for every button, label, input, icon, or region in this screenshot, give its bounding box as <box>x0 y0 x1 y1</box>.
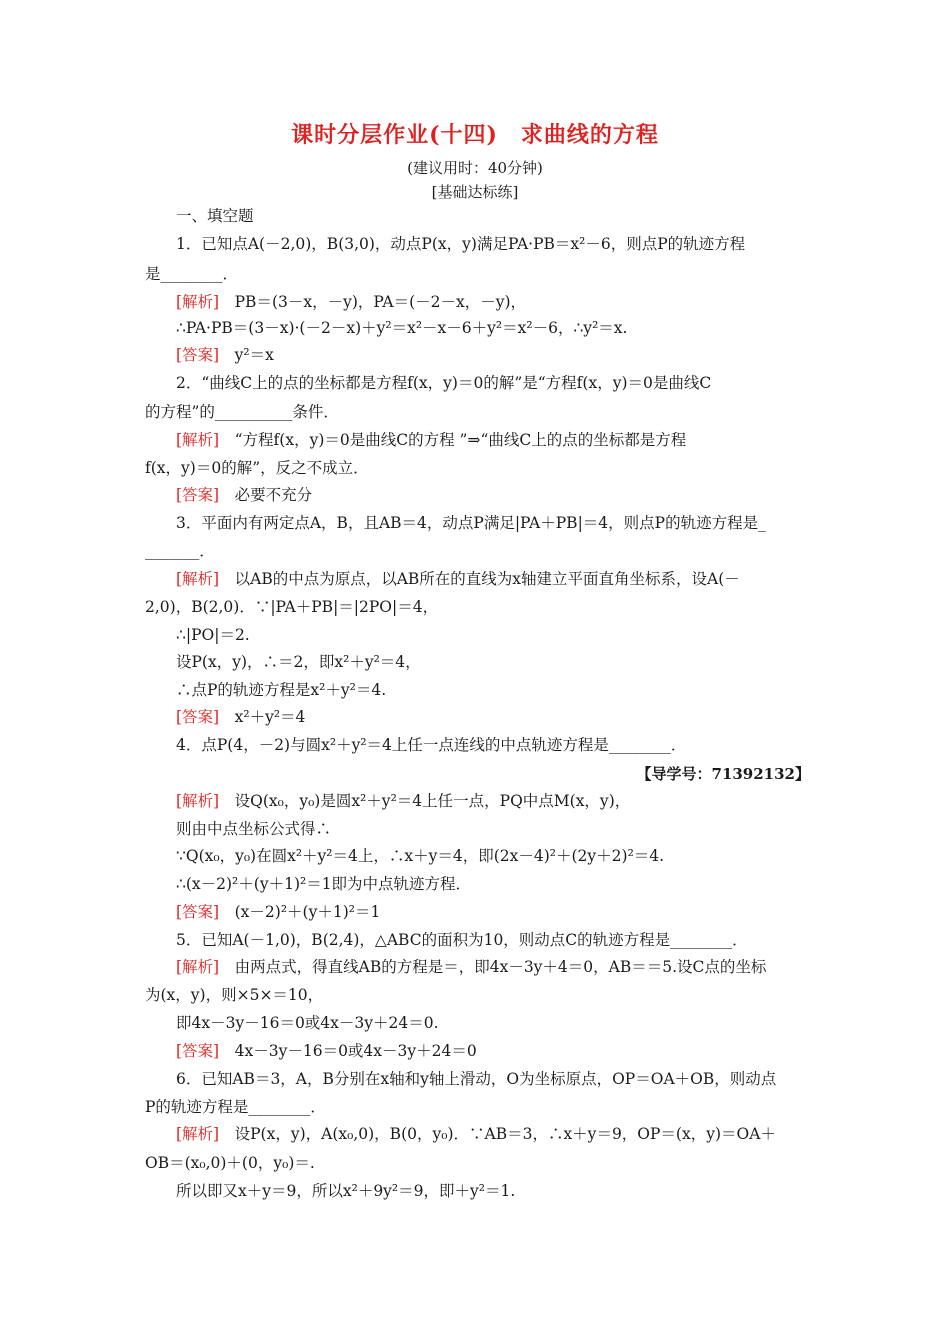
q6-analysis-line3: 所以即又x＋y＝9，所以x²＋9y²＝9，即＋y²＝1. <box>176 1182 516 1200</box>
q1-stem-cont: 是________． <box>145 265 239 283</box>
q3-analysis-line4: 设P(x，y)，∴＝2，即x²＋y²＝4， <box>176 653 421 671</box>
q2-answer <box>176 485 312 505</box>
q1-answer-text: y²＝x <box>234 346 274 364</box>
analysis-tag: [解析] <box>176 293 220 311</box>
time-hint: (建议用时：40分钟) <box>407 159 543 177</box>
analysis-tag: [解析] <box>176 958 220 976</box>
q4-answer <box>176 902 380 922</box>
q2-stem: 2．“曲线C上的点的坐标都是方程f(x，y)＝0的解”是“方程f(x，y)＝0是曲线C <box>176 374 712 392</box>
q3-analysis <box>176 569 740 589</box>
q3-analysis-line5: ∴点P的轨迹方程是x²＋y²＝4. <box>176 681 387 699</box>
q2-stem-cont: 的方程”的__________条件． <box>145 403 339 421</box>
q5-analysis-cont: 为(x，y)，则×5×＝10， <box>145 986 324 1004</box>
answer-tag: [答案] <box>176 708 220 726</box>
q4-analysis-line3: ∵Q(x₀，y₀)在圆x²＋y²＝4上，∴x＋y＝4，即(2x－4)²＋(2y＋2)²＝4. <box>176 847 665 865</box>
q1-analysis-text: PB＝(3－x，－y)，PA＝(－2－x，－y)， <box>234 293 527 311</box>
q5-stem: 5．已知A(－1,0)，B(2,4)，△ABC的面积为10，则动点C的轨迹方程是________． <box>176 931 748 949</box>
q4-analysis-text: 设Q(x₀，y₀)是圆x²＋y²＝4上任一点，PQ中点M(x，y)， <box>234 792 631 810</box>
answer-tag: [答案] <box>176 903 220 921</box>
analysis-tag: [解析] <box>176 431 220 449</box>
q4-analysis <box>176 791 630 811</box>
q4-analysis-line4: ∴(x－2)²＋(y＋1)²＝1即为中点轨迹方程． <box>176 875 472 893</box>
q3-answer-text: x²＋y²＝4 <box>234 708 306 726</box>
q3-stem-cont: _______． <box>145 542 215 560</box>
q6-analysis-cont: OB＝(x₀,0)＋(0，y₀)＝. <box>145 1154 315 1172</box>
q1-analysis-cont: ∴PA·PB＝(3－x)·(－2－x)＋y²＝x²－x－6＋y²＝x²－6，∴y²＝x. <box>176 319 628 337</box>
q6-stem-cont: P的轨迹方程是________． <box>145 1098 326 1116</box>
q4-analysis-line2: 则由中点坐标公式得∴ <box>176 820 332 838</box>
q5-analysis-line3: 即4x－3y－16＝0或4x－3y＋24＝0. <box>176 1014 439 1032</box>
analysis-tag: [解析] <box>176 792 220 810</box>
q1-analysis <box>176 292 526 312</box>
q6-analysis <box>176 1124 776 1144</box>
q2-analysis-cont: f(x，y)＝0的解”，反之不成立． <box>145 459 369 477</box>
q6-analysis-text: 设P(x，y)，A(x₀,0)，B(0，y₀)．∵AB＝3，∴x＋y＝9，OP＝(x，y)＝OA＋ <box>234 1125 776 1143</box>
q2-analysis <box>176 430 686 450</box>
q5-answer <box>176 1041 477 1061</box>
answer-tag: [答案] <box>176 346 220 364</box>
q5-answer-text: 4x－3y－16＝0或4x－3y＋24＝0 <box>234 1042 477 1060</box>
section-heading: 一、填空题 <box>176 207 254 225</box>
q3-stem: 3．平面内有两定点A，B，且AB＝4，动点P满足|PA＋PB|＝4，则点P的轨迹方程是_ <box>176 514 766 532</box>
answer-tag: [答案] <box>176 1042 220 1060</box>
q5-analysis <box>176 957 766 977</box>
page-title: 课时分层作业(十四) 求曲线的方程 <box>291 122 659 148</box>
q4-answer-text: (x－2)²＋(y＋1)²＝1 <box>234 903 381 921</box>
q1-answer <box>176 345 274 365</box>
q3-analysis-cont: 2,0)，B(2,0)．∵|PA＋PB|＝|2PO|＝4， <box>145 598 439 616</box>
q4-stem: 4．点P(4，－2)与圆x²＋y²＝4上任一点连线的中点轨迹方程是________． <box>176 736 687 754</box>
level-label: [基础达标练] <box>431 183 519 201</box>
q3-analysis-text: 以AB的中点为原点，以AB所在的直线为x轴建立平面直角坐标系，设A(－ <box>234 570 740 588</box>
answer-tag: [答案] <box>176 486 220 504</box>
q2-answer-text: 必要不充分 <box>234 486 313 504</box>
q3-analysis-line3: ∴|PO|＝2. <box>176 626 250 644</box>
guide-number: 【导学号：71392132】 <box>636 765 810 783</box>
q1-stem: 1．已知点A(－2,0)，B(3,0)，动点P(x，y)满足PA·PB＝x²－6，则点P的轨迹方程 <box>176 235 746 253</box>
q6-stem: 6．已知AB＝3，A，B分别在x轴和y轴上滑动，O为坐标原点，OP＝OA＋OB，则动点 <box>176 1070 777 1088</box>
analysis-tag: [解析] <box>176 1125 220 1143</box>
q2-analysis-text: “方程f(x，y)＝0是曲线C的方程 ”⇒“曲线C上的点的坐标都是方程 <box>234 431 687 449</box>
q5-analysis-text: 由两点式，得直线AB的方程是＝，即4x－3y＋4＝0，AB＝＝5.设C点的坐标 <box>234 958 767 976</box>
q3-answer <box>176 707 305 727</box>
analysis-tag: [解析] <box>176 570 220 588</box>
